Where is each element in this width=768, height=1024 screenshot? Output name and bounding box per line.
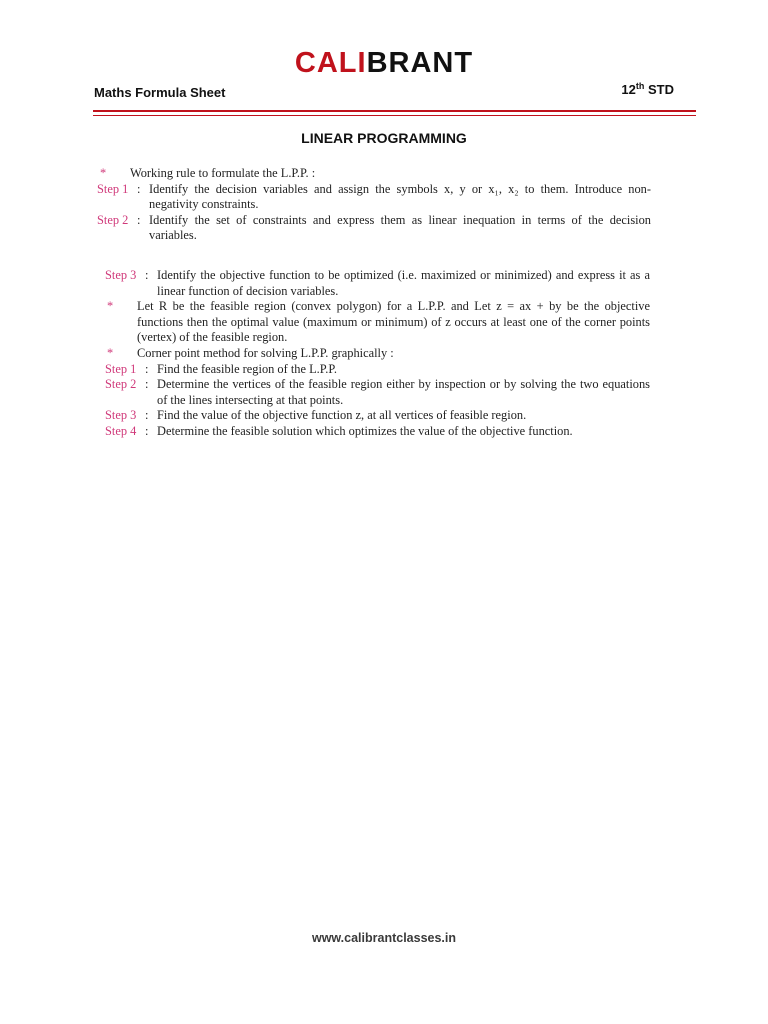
grade-label [621,82,674,97]
brand-logo-part1: CALI [294,47,367,79]
section-title: LINEAR PROGRAMMING [301,130,467,146]
brand-logo-part2: BRANT [366,47,474,79]
corner-step [105,408,650,424]
step-sep: : [145,268,149,282]
step-label: Step 3 [105,268,137,282]
sheet-subject: Maths Formula Sheet [94,85,226,100]
formulation-step [97,213,651,244]
lpp-formulation-block [97,166,651,244]
objective-step [105,268,650,299]
step-text: Find the value of the objective function z, at all vertices of feasible region. [157,408,527,423]
corner-step [105,377,650,408]
step-sep: : [137,212,141,227]
grade-number: 12 [621,82,636,97]
header-rule-thin [93,115,696,116]
step-sep: : [145,361,149,376]
bullet-star: * [107,345,114,360]
step-label: Step 1 [97,181,129,196]
step-text: Identify the set of constraints and express them as linear inequation in terms of the decision variables. [149,212,651,243]
formulation-step [97,182,651,213]
optimal-value-note [105,299,650,346]
corner-method-heading-text: Corner point method for solving L.P.P. graphically : [137,345,394,360]
step-label: Step 4 [105,423,137,438]
step-sep: : [137,181,141,196]
lpp-graphical-block [105,268,650,440]
note-text: Let R be the feasible region (convex polygon) for a L.P.P. and Let z = ax + by be the objective functions then the optimal value (maximum or minimum) of z occurs at least one of the corner points (vertex) of the feasible region. [137,299,650,345]
header-rule-thick [93,110,696,112]
step-text: Identify the decision variables and assign the symbols x, y or x₁, x₂ to them. Introduce non-negativity constraints. [149,181,651,212]
bullet-star: * [100,166,107,180]
step-sep: : [145,408,149,423]
step-label: Step 1 [105,361,137,376]
step-label: Step 3 [105,408,137,423]
grade-ordinal: th [635,81,645,91]
step-label: Step 2 [97,212,129,227]
step-text: Determine the feasible solution which optimizes the value of the objective function. [157,423,573,438]
grade-suffix: STD [644,82,674,97]
step-text: Determine the vertices of the feasible region either by inspection or by solving the two equations of the lines intersecting at that points. [157,377,650,407]
step-label: Step 2 [105,377,137,392]
bullet-star: * [107,299,114,314]
formulation-heading [97,166,651,182]
corner-method-heading [105,346,650,362]
footer-website: www.calibrantclasses.in [311,931,457,945]
brand-logo [0,44,768,82]
formulation-heading-text: Working rule to formulate the L.P.P. : [130,166,316,180]
step-sep: : [145,377,149,392]
corner-step [105,424,650,440]
corner-step [105,362,650,378]
step-text: Identify the objective function to be optimized (i.e. maximized or minimized) and express it as a linear function of decision variables. [157,268,650,298]
step-sep: : [145,423,149,438]
step-text: Find the feasible region of the L.P.P. [157,361,337,376]
